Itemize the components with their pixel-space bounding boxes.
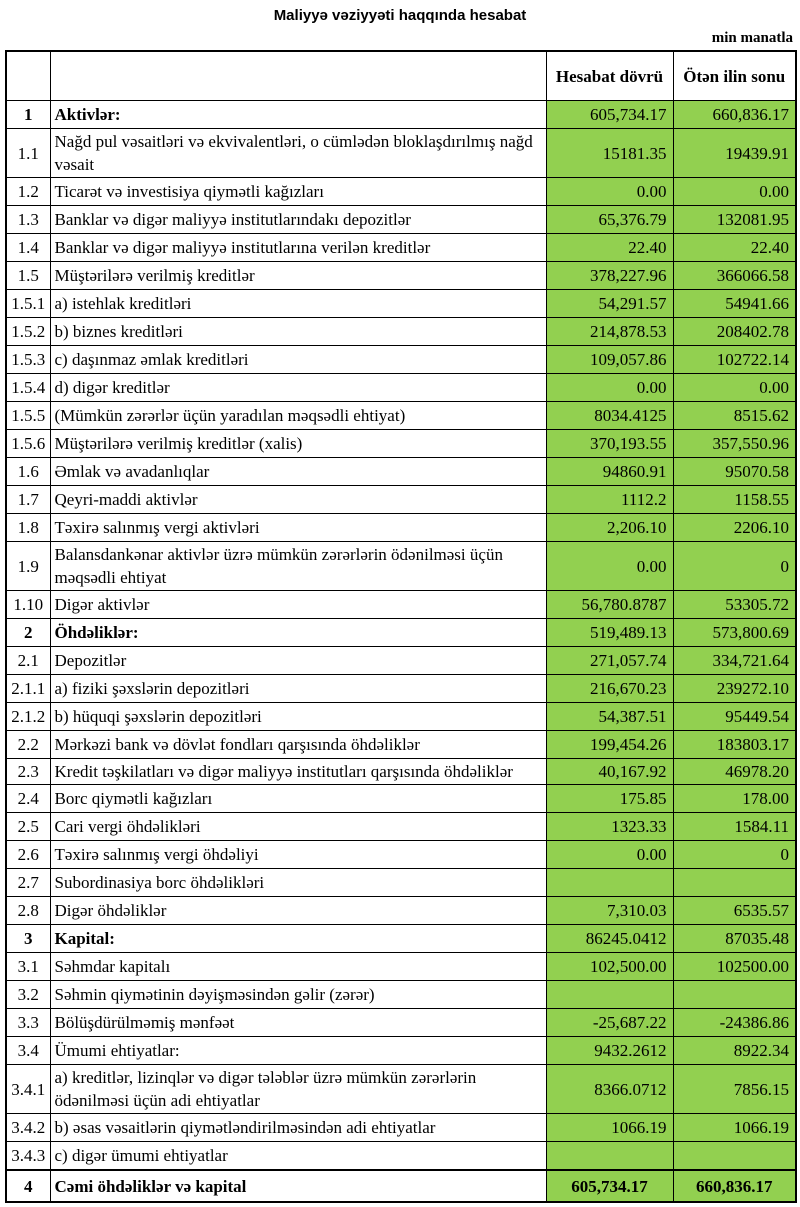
table-row — [6, 1009, 796, 1037]
row-label-cell: Aktivlər: — [50, 101, 546, 129]
row-value-period-cell: 56,780.8787 — [546, 591, 673, 619]
row-value-period-cell: 8366.0712 — [546, 1065, 673, 1114]
row-value-period-cell: 54,291.57 — [546, 290, 673, 318]
row-number-cell: 2.4 — [6, 785, 50, 813]
row-value-prev-cell: 0.00 — [673, 374, 796, 402]
row-value-period-cell: 378,227.96 — [546, 262, 673, 290]
row-value-period-cell: 2,206.10 — [546, 514, 673, 542]
row-label-cell: Banklar və digər maliyyə institutlarına verilən kreditlər — [50, 234, 546, 262]
row-value-period-cell: 22.40 — [546, 234, 673, 262]
row-number-cell: 1.5 — [6, 262, 50, 290]
financial-statement-table — [5, 50, 797, 1203]
row-value-period-cell: 1066.19 — [546, 1114, 673, 1142]
row-value-period-cell — [546, 981, 673, 1009]
table-row — [6, 785, 796, 813]
row-value-prev-cell: 660,836.17 — [673, 1170, 796, 1202]
row-value-prev-cell: 95449.54 — [673, 703, 796, 731]
row-value-period-cell: 175.85 — [546, 785, 673, 813]
header-num-cell — [6, 51, 50, 101]
row-label-cell: Mərkəzi bank və dövlət fondları qarşısında öhdəliklər — [50, 731, 546, 759]
table-row — [6, 1037, 796, 1065]
row-value-period-cell: 9432.2612 — [546, 1037, 673, 1065]
row-number-cell: 2.1.2 — [6, 703, 50, 731]
row-value-period-cell: 214,878.53 — [546, 318, 673, 346]
row-number-cell: 3.4.2 — [6, 1114, 50, 1142]
row-label-cell: Nağd pul vəsaitləri və ekvivalentləri, o cümlədən bloklaşdırılmış nağd vəsait — [50, 129, 546, 178]
row-number-cell: 1.1 — [6, 129, 50, 178]
row-label-cell: Təxirə salınmış vergi öhdəliyi — [50, 841, 546, 869]
row-value-period-cell — [546, 869, 673, 897]
row-number-cell: 1 — [6, 101, 50, 129]
table-row — [6, 458, 796, 486]
row-label-cell: Cəmi öhdəliklər və kapital — [50, 1170, 546, 1202]
row-value-period-cell: 0.00 — [546, 542, 673, 591]
row-value-period-cell: 15181.35 — [546, 129, 673, 178]
row-value-prev-cell: 7856.15 — [673, 1065, 796, 1114]
row-value-prev-cell: 366066.58 — [673, 262, 796, 290]
row-number-cell: 1.2 — [6, 178, 50, 206]
row-value-prev-cell: 334,721.64 — [673, 647, 796, 675]
row-value-prev-cell: 660,836.17 — [673, 101, 796, 129]
row-number-cell: 1.7 — [6, 486, 50, 514]
table-row — [6, 647, 796, 675]
table-row — [6, 402, 796, 430]
table-row — [6, 953, 796, 981]
row-value-period-cell: 7,310.03 — [546, 897, 673, 925]
table-row — [6, 486, 796, 514]
table-row — [6, 981, 796, 1009]
table-row — [6, 1170, 796, 1202]
row-number-cell: 4 — [6, 1170, 50, 1202]
row-value-period-cell: 605,734.17 — [546, 101, 673, 129]
row-value-period-cell: 54,387.51 — [546, 703, 673, 731]
row-value-prev-cell: 208402.78 — [673, 318, 796, 346]
row-number-cell: 2.1.1 — [6, 675, 50, 703]
row-value-prev-cell: 1584.11 — [673, 813, 796, 841]
row-value-prev-cell: 1066.19 — [673, 1114, 796, 1142]
row-value-prev-cell: 1158.55 — [673, 486, 796, 514]
row-value-prev-cell: 54941.66 — [673, 290, 796, 318]
row-number-cell: 1.4 — [6, 234, 50, 262]
table-row — [6, 346, 796, 374]
row-value-period-cell: 370,193.55 — [546, 430, 673, 458]
table-row — [6, 897, 796, 925]
table-row — [6, 869, 796, 897]
row-label-cell: Cari vergi öhdəlikləri — [50, 813, 546, 841]
row-number-cell: 2.8 — [6, 897, 50, 925]
row-label-cell: Öhdəliklər: — [50, 619, 546, 647]
row-number-cell: 1.5.1 — [6, 290, 50, 318]
row-value-period-cell: 271,057.74 — [546, 647, 673, 675]
row-label-cell: a) fiziki şəxslərin depozitləri — [50, 675, 546, 703]
row-label-cell: Kredit təşkilatları və digər maliyyə institutları qarşısında öhdəliklər — [50, 759, 546, 785]
row-label-cell: Bölüşdürülməmiş mənfəət — [50, 1009, 546, 1037]
table-row — [6, 234, 796, 262]
row-value-prev-cell: -24386.86 — [673, 1009, 796, 1037]
table-row — [6, 813, 796, 841]
row-label-cell: Digər öhdəliklər — [50, 897, 546, 925]
row-value-prev-cell: 0.00 — [673, 178, 796, 206]
row-value-period-cell: 519,489.13 — [546, 619, 673, 647]
table-row — [6, 925, 796, 953]
row-number-cell: 2.1 — [6, 647, 50, 675]
row-number-cell: 1.8 — [6, 514, 50, 542]
row-label-cell: b) biznes kreditləri — [50, 318, 546, 346]
table-row — [6, 591, 796, 619]
row-number-cell: 2 — [6, 619, 50, 647]
row-number-cell: 3 — [6, 925, 50, 953]
row-value-period-cell: 1323.33 — [546, 813, 673, 841]
row-value-period-cell: 86245.0412 — [546, 925, 673, 953]
table-row — [6, 262, 796, 290]
row-value-period-cell: 0.00 — [546, 841, 673, 869]
row-value-prev-cell: 357,550.96 — [673, 430, 796, 458]
row-number-cell: 2.2 — [6, 731, 50, 759]
row-value-prev-cell: 46978.20 — [673, 759, 796, 785]
row-number-cell: 1.9 — [6, 542, 50, 591]
row-number-cell: 3.2 — [6, 981, 50, 1009]
row-label-cell: Subordinasiya borc öhdəlikləri — [50, 869, 546, 897]
row-number-cell: 3.3 — [6, 1009, 50, 1037]
row-value-prev-cell: 573,800.69 — [673, 619, 796, 647]
table-row — [6, 178, 796, 206]
row-label-cell: (Mümkün zərərlər üçün yaradılan məqsədli ehtiyat) — [50, 402, 546, 430]
row-label-cell: b) əsas vəsaitlərin qiymətləndirilməsindən adi ehtiyatlar — [50, 1114, 546, 1142]
row-label-cell: a) kreditlər, lizinqlər və digər tələblər üzrə mümkün zərərlərin ödənilməsi üçün adi ehtiyatlar — [50, 1065, 546, 1114]
row-label-cell: Ticarət və investisiya qiymətli kağızları — [50, 178, 546, 206]
header-description-cell — [50, 51, 546, 101]
row-label-cell: Balansdankənar aktivlər üzrə mümkün zərərlərin ödənilməsi üçün məqsədli ehtiyat — [50, 542, 546, 591]
row-value-prev-cell: 102722.14 — [673, 346, 796, 374]
row-number-cell: 1.6 — [6, 458, 50, 486]
row-label-cell: Qeyri-maddi aktivlər — [50, 486, 546, 514]
table-row — [6, 675, 796, 703]
row-value-prev-cell — [673, 869, 796, 897]
row-label-cell: Müştərilərə verilmiş kreditlər (xalis) — [50, 430, 546, 458]
row-label-cell: a) istehlak kreditləri — [50, 290, 546, 318]
table-row — [6, 703, 796, 731]
row-value-prev-cell: 0 — [673, 542, 796, 591]
table-row — [6, 759, 796, 785]
row-value-period-cell: 199,454.26 — [546, 731, 673, 759]
row-label-cell: Kapital: — [50, 925, 546, 953]
row-label-cell: Əmlak və avadanlıqlar — [50, 458, 546, 486]
table-row — [6, 841, 796, 869]
row-number-cell: 1.5.3 — [6, 346, 50, 374]
row-label-cell: Digər aktivlər — [50, 591, 546, 619]
row-label-cell: Borc qiymətli kağızları — [50, 785, 546, 813]
row-value-prev-cell: 102500.00 — [673, 953, 796, 981]
row-value-prev-cell: 178.00 — [673, 785, 796, 813]
row-value-period-cell: 216,670.23 — [546, 675, 673, 703]
row-value-prev-cell: 8922.34 — [673, 1037, 796, 1065]
table-row — [6, 374, 796, 402]
row-label-cell: Müştərilərə verilmiş kreditlər — [50, 262, 546, 290]
row-value-period-cell: 94860.91 — [546, 458, 673, 486]
row-value-prev-cell: 8515.62 — [673, 402, 796, 430]
row-number-cell: 1.5.6 — [6, 430, 50, 458]
row-number-cell: 2.3 — [6, 759, 50, 785]
table-row — [6, 206, 796, 234]
row-value-prev-cell: 239272.10 — [673, 675, 796, 703]
row-label-cell: Səhmdar kapitalı — [50, 953, 546, 981]
table-row — [6, 318, 796, 346]
row-number-cell: 3.4.3 — [6, 1142, 50, 1171]
row-number-cell: 2.7 — [6, 869, 50, 897]
row-value-period-cell: 109,057.86 — [546, 346, 673, 374]
row-label-cell: c) digər ümumi ehtiyatlar — [50, 1142, 546, 1171]
table-row — [6, 129, 796, 178]
table-header-row — [6, 51, 796, 101]
table-row — [6, 514, 796, 542]
row-label-cell: Təxirə salınmış vergi aktivləri — [50, 514, 546, 542]
row-value-prev-cell: 87035.48 — [673, 925, 796, 953]
row-value-period-cell: 102,500.00 — [546, 953, 673, 981]
table-row — [6, 1065, 796, 1114]
row-value-prev-cell: 6535.57 — [673, 897, 796, 925]
table-row — [6, 1114, 796, 1142]
row-label-cell: d) digər kreditlər — [50, 374, 546, 402]
row-value-prev-cell: 53305.72 — [673, 591, 796, 619]
row-value-prev-cell: 0 — [673, 841, 796, 869]
row-value-period-cell: 8034.4125 — [546, 402, 673, 430]
row-value-period-cell: 605,734.17 — [546, 1170, 673, 1202]
row-value-prev-cell: 132081.95 — [673, 206, 796, 234]
row-number-cell: 3.4 — [6, 1037, 50, 1065]
row-number-cell: 1.10 — [6, 591, 50, 619]
row-label-cell: b) hüquqi şəxslərin depozitləri — [50, 703, 546, 731]
page-title: Maliyyə vəziyyəti haqqında hesabat — [273, 7, 527, 24]
row-number-cell: 3.4.1 — [6, 1065, 50, 1114]
row-label-cell: Banklar və digər maliyyə institutlarındakı depozitlər — [50, 206, 546, 234]
row-value-prev-cell: 19439.91 — [673, 129, 796, 178]
table-row — [6, 430, 796, 458]
row-number-cell: 2.5 — [6, 813, 50, 841]
row-number-cell: 3.1 — [6, 953, 50, 981]
row-value-period-cell: 40,167.92 — [546, 759, 673, 785]
row-value-period-cell: 0.00 — [546, 374, 673, 402]
table-row — [6, 619, 796, 647]
row-number-cell: 1.5.2 — [6, 318, 50, 346]
table-row — [6, 731, 796, 759]
table-row — [6, 290, 796, 318]
row-number-cell: 1.5.4 — [6, 374, 50, 402]
header-period-cell: Hesabat dövrü — [546, 51, 673, 101]
row-value-period-cell: 0.00 — [546, 178, 673, 206]
unit-note: min manatla — [711, 30, 793, 46]
row-value-prev-cell: 2206.10 — [673, 514, 796, 542]
row-value-prev-cell — [673, 981, 796, 1009]
header-prev-year-cell: Ötən ilin sonu — [673, 51, 796, 101]
row-label-cell: Səhmin qiymətinin dəyişməsindən gəlir (zərər) — [50, 981, 546, 1009]
row-number-cell: 1.3 — [6, 206, 50, 234]
row-label-cell: c) daşınmaz əmlak kreditləri — [50, 346, 546, 374]
row-value-period-cell: 1112.2 — [546, 486, 673, 514]
row-value-prev-cell: 95070.58 — [673, 458, 796, 486]
row-value-period-cell: 65,376.79 — [546, 206, 673, 234]
row-number-cell: 1.5.5 — [6, 402, 50, 430]
row-label-cell: Ümumi ehtiyatlar: — [50, 1037, 546, 1065]
table-row — [6, 542, 796, 591]
row-number-cell: 2.6 — [6, 841, 50, 869]
row-value-prev-cell: 22.40 — [673, 234, 796, 262]
table-row — [6, 101, 796, 129]
row-value-period-cell: -25,687.22 — [546, 1009, 673, 1037]
row-value-prev-cell: 183803.17 — [673, 731, 796, 759]
row-label-cell: Depozitlər — [50, 647, 546, 675]
